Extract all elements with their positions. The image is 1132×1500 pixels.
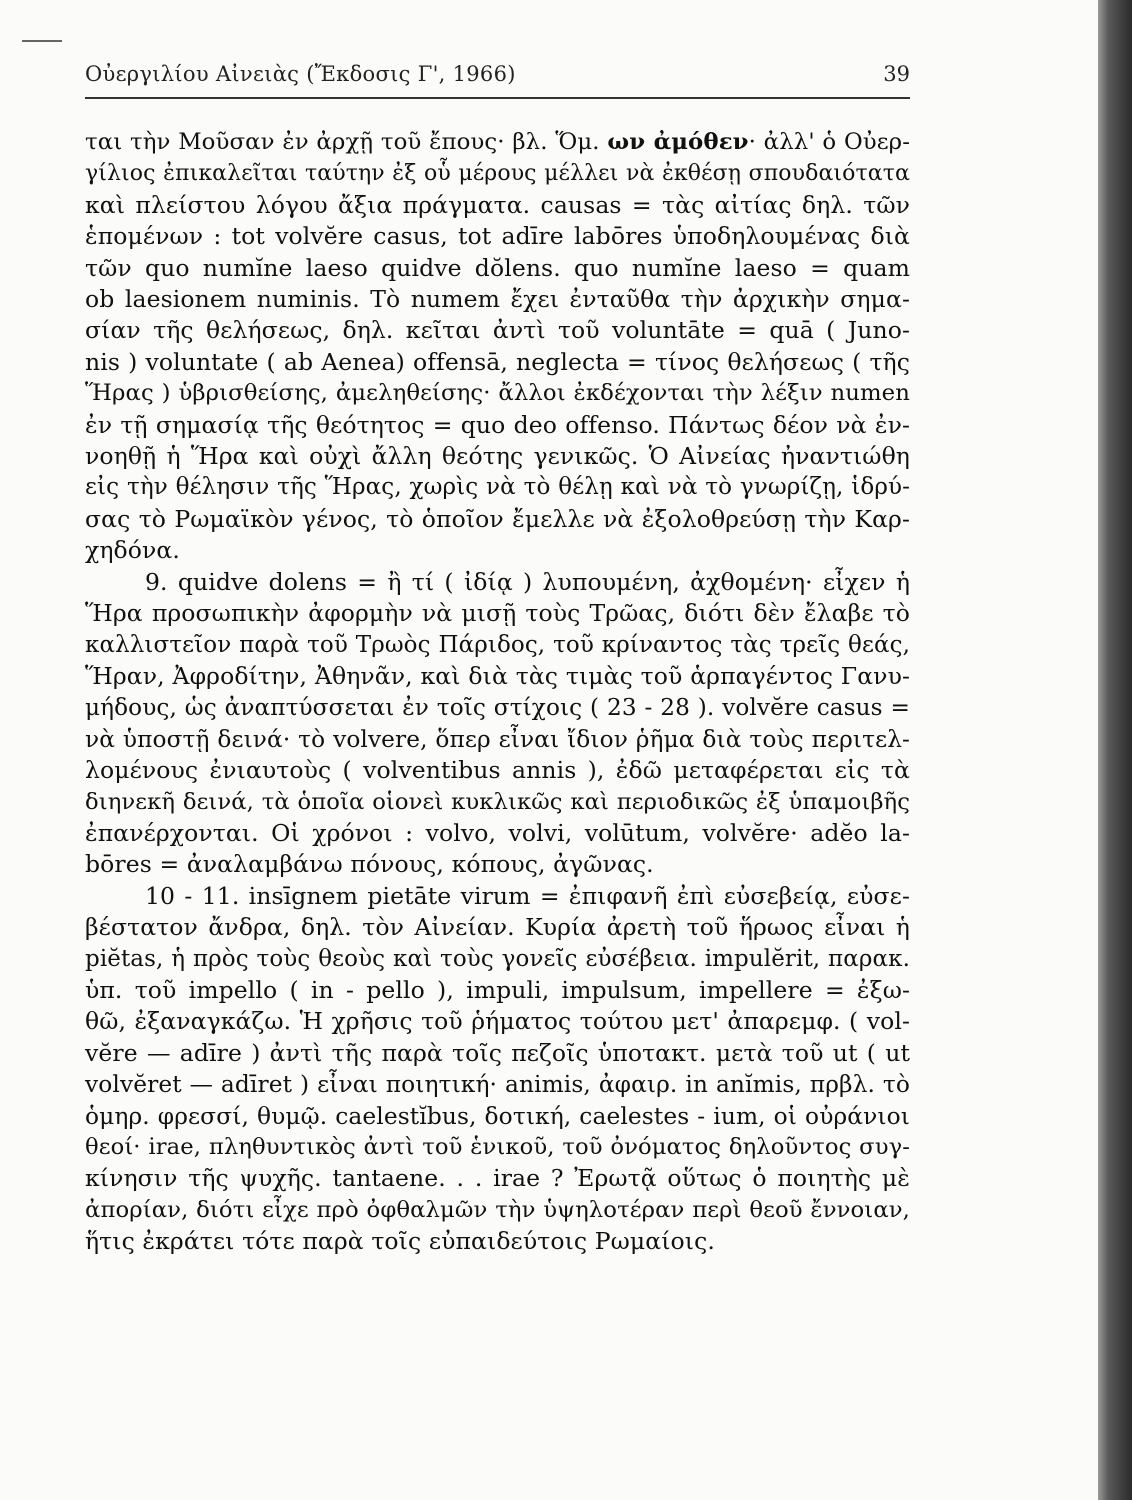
header-rule: [85, 97, 910, 99]
text-line: θῶ, ἐξαναγκάζω. Ἡ χρῆσις τοῦ ῥήματος τούτου μετ' ἀπαρεμφ. ( vol-: [85, 1007, 910, 1036]
text-line: βέστατον ἄνδρα, δηλ. τὸν Αἰνείαν. Κυρία ἀρετὴ τοῦ ἥρωος εἶναι ἡ: [85, 913, 910, 942]
text-line: 9. quidve dolens = ἢ τί ( ἰδίᾳ ) λυπουμένη, ἀχθομένη· εἶχεν ἡ: [145, 567, 910, 596]
scan-mark: [22, 40, 62, 42]
text-line: 10 - 11. insīgnem pietāte virum = ἐπιφανῆ ἐπὶ εὐσεβείᾳ, εὐσε-: [145, 881, 910, 910]
text-line: ἥτις ἐκράτει τότε παρὰ τοῖς εὐπαιδεύτοις Ρωμαίοις.: [85, 1227, 715, 1256]
text-line: nis ) voluntate ( ab Aenea) offensā, neglecta = τίνος θελήσεως ( τῆς: [85, 347, 910, 376]
text-line: ob laesionem numinis. Τὸ numem ἔχει ἐνταῦθα τὴν ἀρχικὴν σημα-: [85, 285, 910, 314]
text-line: ἑπομένων : tot volvĕre casus, tot adīre labōres ὑποδηλουμένας διὰ: [85, 222, 910, 251]
text-line: ὑπ. τοῦ impello ( in - pello ), impuli, impulsum, impellere = ἐξω-: [85, 975, 910, 1004]
bold-phrase: ων ἀμόθεν: [607, 129, 749, 155]
text-line: νοηθῇ ἡ Ἥρα καὶ οὐχὶ ἄλλη θεότης γενικῶς. Ὁ Αἰνείας ἠναντιώθη: [85, 442, 910, 471]
paragraph-commentary-8: [85, 127, 910, 567]
text-line: vĕre — adīre ) ἀντὶ τῆς παρὰ τοῖς πεζοῖς ὑποτακτ. μετὰ τοῦ ut ( ut: [85, 1038, 910, 1067]
text-line: volvĕret — adīret ) εἶναι ποιητική· animis, ἀφαιρ. in anĭmis, πρβλ. τὸ: [85, 1071, 910, 1099]
text-line: διηνεκῆ δεινά, τὰ ὁποῖα οἱονεὶ κυκλικῶς καὶ περιοδικῶς ἐξ ὑπαμοιβῆς: [85, 788, 910, 815]
text-line: ὁμηρ. φρεσσί, θυμῷ. caelestĭbus, δοτική, caelestes - ium, οἱ οὐράνιοι: [85, 1102, 910, 1130]
text-line: καλλιστεῖον παρὰ τοῦ Τρωὸς Πάριδος, τοῦ κρίναντος τὰς τρεῖς θεάς,: [85, 631, 910, 658]
text-line: Ἥραν, Ἀφροδίτην, Ἀθηνᾶν, καὶ διὰ τὰς τιμὰς τοῦ ἁρπαγέντος Γανυ-: [85, 661, 910, 690]
body-text: [85, 127, 910, 1258]
text-line: ἐν τῇ σημασίᾳ τῆς θεότητος = quo deo offenso. Πάντως δέον νὰ ἐν-: [85, 410, 910, 439]
paragraph-commentary-9: [85, 567, 910, 881]
text-line: bōres = ἀναλαμβάνω πόνους, κόπους, ἀγῶνας.: [85, 850, 654, 879]
text-line: σας τὸ Ρωμαϊκὸν γένος, τὸ ὁποῖον ἔμελλε νὰ ἐξολοθρεύσῃ τὴν Καρ-: [85, 504, 910, 533]
text-line: μήδους, ὡς ἀναπτύσσεται ἐν τοῖς στίχοις ( 23 - 28 ). volvĕre casus =: [85, 694, 910, 722]
text-line: εἰς τὴν θέλησιν τῆς Ἥρας, χωρὶς νὰ τὸ θέλῃ καὶ νὰ τὸ γνωρίζῃ, ἱδρύ-: [85, 474, 910, 501]
page-number: 39: [883, 62, 910, 86]
text-line: ται τὴν Μοῦσαν ἐν ἀρχῇ τοῦ ἔπους· βλ. Ὅμ. ων ἀμόθεν· ἀλλ' ὁ Οὐερ-: [85, 129, 911, 155]
text-line: λομένους ἐνιαυτοὺς ( volventibus annis ), ἐδῶ μεταφέρεται εἰς τὰ: [85, 756, 910, 785]
text-line: piĕtas, ἡ πρὸς τοὺς θεοὺς καὶ τοὺς γονεῖς εὐσέβεια. impulĕrit, παρακ.: [85, 945, 910, 972]
text-line: Ἥρας ) ὑβρισθείσης, ἀμεληθείσης· ἄλλοι ἐκδέχονται τὴν λέξιν numen: [85, 380, 910, 407]
text-line: κίνησιν τῆς ψυχῆς. tantaene. . . irae ? Ἐρωτᾷ οὕτως ὁ ποιητὴς μὲ: [85, 1164, 910, 1193]
page-edge-shadow: [1098, 0, 1132, 1500]
text-line: σίαν τῆς θελήσεως, δηλ. κεῖται ἀντὶ τοῦ voluntāte = quā ( Juno-: [85, 316, 910, 345]
text-line: θεοί· irae, πληθυντικὸς ἀντὶ τοῦ ἑνικοῦ, τοῦ ὀνόματος δηλοῦντος συγ-: [85, 1134, 910, 1160]
text-line: ἀπορίαν, διότι εἶχε πρὸ ὀφθαλμῶν τὴν ὑψηλοτέραν περὶ θεοῦ ἔννοιαν,: [85, 1196, 910, 1223]
text-line: νὰ ὑποστῇ δεινά· τὸ volvere, ὅπερ εἶναι ἴδιον ῥῆμα διὰ τοὺς περιτελ-: [85, 725, 910, 753]
text-line: Ἥρα προσωπικὴν ἀφορμὴν νὰ μισῇ τοὺς Τρῶας, διότι δὲν ἔλαβε τὸ: [85, 599, 910, 628]
page-header: [85, 56, 910, 94]
text-line: τῶν quo numĭne laeso quidve dŏlens. quo numĭne laeso = quam: [85, 253, 910, 282]
text-line: καὶ πλείστου λόγου ἄξια πράγματα. causas = τὰς αἰτίας δηλ. τῶν: [85, 190, 910, 219]
text-line: χηδόνα.: [85, 536, 180, 565]
running-title: Οὐεργιλίου Αἰνειὰς (Ἔκδοσις Γ', 1966): [85, 62, 516, 86]
text-line: γίλιος ἐπικαλεῖται ταύτην ἐξ οὗ μέρους μέλλει νὰ ἐκθέσῃ σπουδαιότατα: [85, 161, 910, 187]
text-line: ἐπανέρχονται. Οἱ χρόνοι : volvo, volvi, volūtum, volvĕre· adĕo la-: [85, 818, 910, 847]
paragraph-commentary-10-11: [85, 881, 910, 1258]
